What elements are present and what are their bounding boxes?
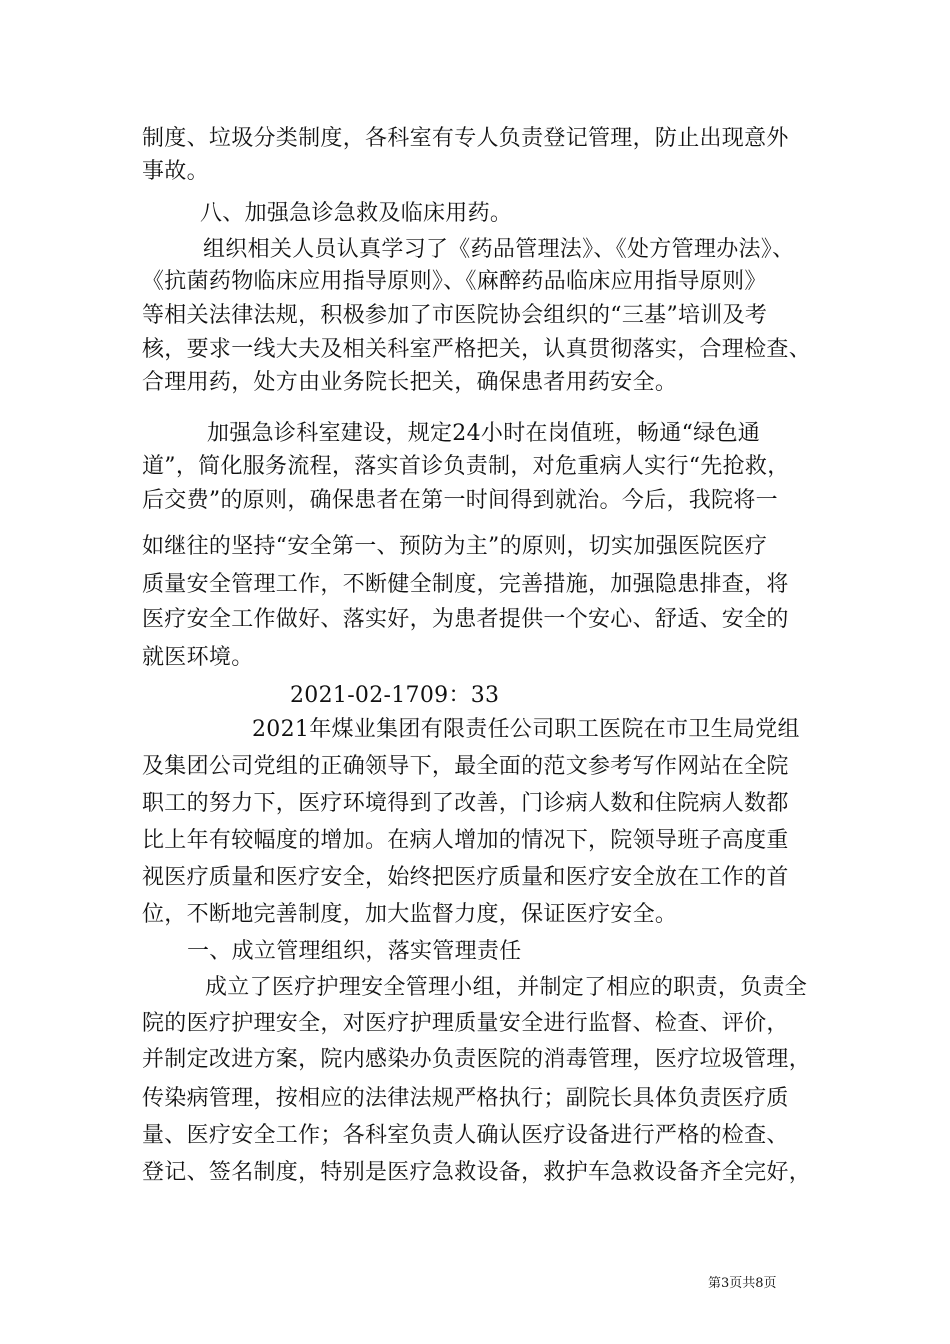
text-line-11: 后交费”的原则，确保患者在第一时间得到就治。今后，我院将一 xyxy=(142,488,778,513)
text-line-15: 就医环境。 xyxy=(142,645,254,670)
section-heading-8: 八、加强急诊急救及临床用药。 xyxy=(200,201,513,226)
text-line-12: 如继往的坚持“安全第一、预防为主”的原则，切实加强医院医疗 xyxy=(142,534,768,559)
text-line-13: 质量安全管理工作，不断健全制度，完善措施，加强隐患排查，将 xyxy=(142,572,789,597)
section-heading-1: 一、成立管理组织，落实管理责任 xyxy=(187,939,522,964)
text-line-10: 道”，简化服务流程，落实首诊负责制，对危重病人实行“先抢救， xyxy=(142,454,790,479)
text-line-14: 医疗安全工作做好、落实好，为患者提供一个安心、舒适、安全的 xyxy=(142,607,789,632)
text-line-9: 加强急诊科室建设，规定24小时在岗值班，畅通“绿色通 xyxy=(207,421,761,446)
page-number-footer: 第3页共8页 xyxy=(708,1276,777,1291)
text-line-25: 院的医疗护理安全，对医疗护理质量安全进行监督、检查、评价， xyxy=(142,1011,789,1036)
text-line-20: 比上年有较幅度的增加。在病人增加的情况下，院领导班子高度重 xyxy=(142,828,789,853)
text-line-22: 位，不断地完善制度，加大监督力度，保证医疗安全。 xyxy=(142,902,678,927)
text-line-24: 成立了医疗护理安全管理小组，并制定了相应的职责，负责全 xyxy=(205,975,808,1000)
text-line-2: 事故。 xyxy=(142,159,209,184)
text-line-7: 核，要求一线大夫及相关科室严格把关，认真贯彻落实，合理检查、 xyxy=(142,337,812,362)
text-line-26: 并制定改进方案，院内感染办负责医院的消毒管理，医疗垃圾管理， xyxy=(142,1047,812,1072)
text-line-5: 《抗菌药物临床应用指导原则》、《麻醉药品临床应用指导原则》 xyxy=(142,269,767,294)
text-line-17: 2021年煤业集团有限责任公司职工医院在市卫生局党组 xyxy=(252,717,800,742)
text-line-1: 制度、垃圾分类制度，各科室有专人负责登记管理，防止出现意外 xyxy=(142,126,789,151)
text-line-8: 合理用药，处方由业务院长把关，确保患者用药安全。 xyxy=(142,370,678,395)
text-line-6: 等相关法律法规，积极参加了市医院协会组织的“三基”培训及考 xyxy=(142,303,768,328)
text-line-29: 登记、签名制度，特别是医疗急救设备，救护车急救设备齐全完好， xyxy=(142,1160,812,1185)
text-line-4: 组织相关人员认真学习了《药品管理法》、《处方管理办法》、 xyxy=(203,237,795,262)
date-time-stamp: 2021-02-1709：33 xyxy=(290,683,500,708)
text-line-27: 传染病管理，按相应的法律法规严格执行；副院长具体负责医疗质 xyxy=(142,1086,789,1111)
text-line-28: 量、医疗安全工作；各科室负责人确认医疗设备进行严格的检查、 xyxy=(142,1123,789,1148)
text-line-18: 及集团公司党组的正确领导下，最全面的范文参考写作网站在全院 xyxy=(142,754,789,779)
text-line-21: 视医疗质量和医疗安全，始终把医疗质量和医疗安全放在工作的首 xyxy=(142,865,789,890)
text-line-19: 职工的努力下，医疗环境得到了改善，门诊病人数和住院病人数都 xyxy=(142,791,789,816)
